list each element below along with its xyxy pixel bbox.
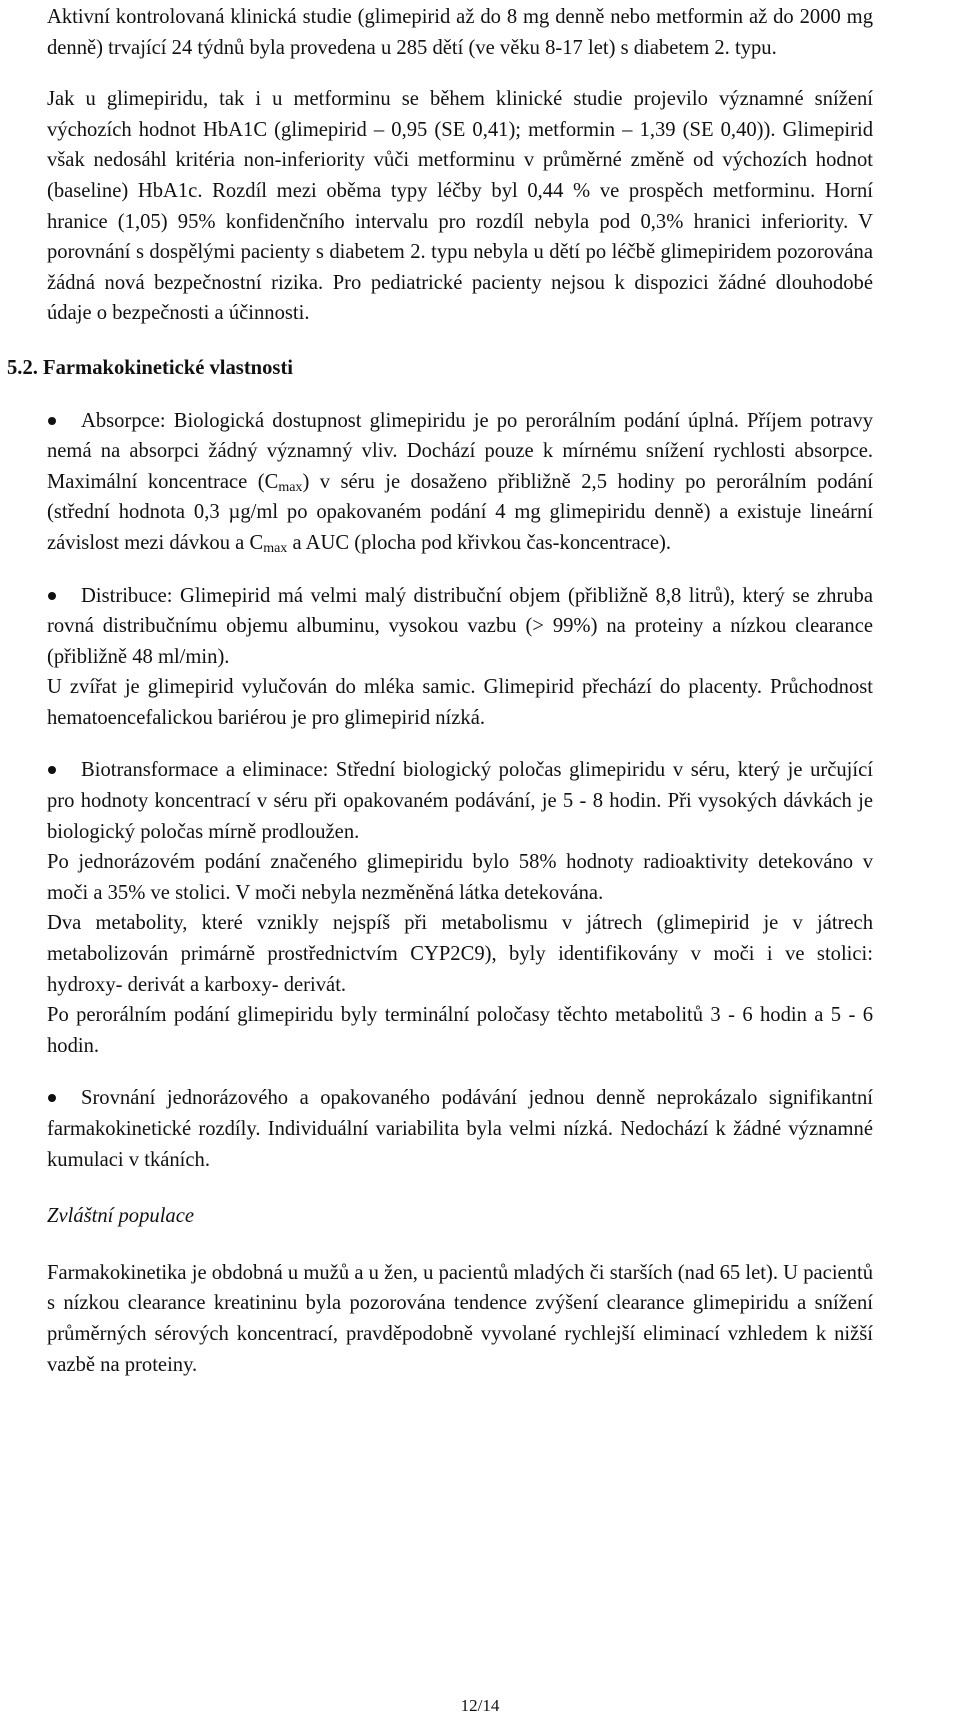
special-populations-heading: Zvláštní populace <box>47 1205 195 1228</box>
biotransformace-text-3: Dva metabolity, které vznikly nejspíš při metabolismu v játrech (glimepirid je v játrech metabolizován primárně prostřednictvím CYP2C9), byly identifikovány v moči i ve stolici: hydroxy- derivát a karboxy- derivát. <box>47 912 873 996</box>
absorpce-text: Absorpce: Biologická dostupnost glimepiridu je po perorálním podání úplná. Příjem potravy nemá na absorpci žádný významný vliv. Dochází pouze k mírnému snížení rychlosti absorpce. Maximální koncentrace $(C_{max})$ v séru je dosaženo přibližně 2,5 hodiny po perorálním podání (střední hodnota 0,3 µg/ml po opakovaném podání 4 mg glimepiridu denně) a existuje lineární závislost mezi dávkou a $C_{max}$ a AUC (plocha pod křivkou čas-koncentrace). <box>47 409 873 556</box>
document-page <box>7 0 873 1380</box>
pharmacokinetics-list <box>47 406 873 1176</box>
biotransformace-text-2: Po jednorázovém podání značeného glimepiridu bylo 58% hodnoty radioaktivity detekováno v moči a 35% ve stolici. V moči nebyla nezměněná látka detekována. <box>47 851 873 904</box>
distribuce-text-2: U zvířat je glimepirid vylučován do mléka samic. Glimepirid přechází do placenty. Průchodnost hematoencefalickou bariérou je pro glimepirid nízká. <box>47 676 873 729</box>
distribuce-text-1: Distribuce: Glimepirid má velmi malý distribuční objem (přibližně 8,8 litrů), který se zhruba rovná distribučnímu objemu albuminu, vysokou vazbu (> 99%) na proteiny a nízkou clearance (přibližně 48 ml/min). <box>47 584 873 668</box>
list-item-absorpce <box>47 406 873 559</box>
page-number: 12/14 <box>460 1696 500 1715</box>
srovnani-text: Srovnání jednorázového a opakovaného podávání jednou denně neprokázalo signifikantní farmakokinetické rozdíly. Individuální variabilita byla velmi nízká. Nedochází k žádné významné kumulaci v tkáních. <box>47 1087 873 1171</box>
section-heading: 5.2. Farmakokinetické vlastnosti <box>7 356 294 379</box>
biotransformace-text-1: Biotransformace a eliminace: Střední biologický poločas glimepiridu v séru, který je určující pro hodnoty koncentrací v séru při opakovaném podávání, je 5 - 8 hodin. Při vysokých dávkách je biologický poločas mírně prodloužen. <box>47 759 873 843</box>
list-item-srovnani <box>47 1083 873 1175</box>
list-item-biotransformace <box>47 755 873 1061</box>
bullet-icon <box>48 417 56 425</box>
special-populations-paragraph: Farmakokinetika je obdobná u mužů a u žen, u pacientů mladých či starších (nad 65 let). U pacientů s nízkou clearance kreatininu byla pozorována tendence zvýšení clearance glimepiridu a snížení průměrných sérových koncentrací, pravděpodobně vyvolané rychlejší eliminací vzhledem k nižší vazbě na proteiny. <box>47 1261 873 1376</box>
intro-paragraph-2: Jak u glimepiridu, tak i u metforminu se během klinické studie projevilo významné snížení výchozích hodnot HbA1C (glimepirid – 0,95 (SE 0,41); metformin – 1,39 (SE 0,40)). Glimepirid však nedosáhl kritéria non-inferiority vůči metforminu v průměrné změně od výchozích hodnot (baseline) HbA1c. Rozdíl mezi oběma typy léčby byl 0,44 % ve prospěch metforminu. Horní hranice (1,05) 95% konfidenčního intervalu pro rozdíl nebyla pod 0,3% hranici inferiority. V porovnání s dospělými pacienty s diabetem 2. typu nebyla u dětí po léčbě glimepiridem pozorována žádná nová bezpečnostní rizika. Pro pediatrické pacienty nejsou k dispozici žádné dlouhodobé údaje o bezpečnosti a účinnosti. <box>47 88 873 325</box>
bullet-icon <box>48 592 56 600</box>
biotransformace-text-4: Po perorálním podání glimepiridu byly terminální poločasy těchto metabolitů 3 - 6 hodin a 5 - 6 hodin. <box>47 1004 873 1057</box>
intro-paragraph-1: Aktivní kontrolovaná klinická studie (glimepirid až do 8 mg denně nebo metformin až do 2000 mg denně) trvající 24 týdnů byla provedena u 285 dětí (ve věku 8-17 let) s diabetem 2. typu. <box>47 6 873 59</box>
list-item-distribuce <box>47 581 873 734</box>
